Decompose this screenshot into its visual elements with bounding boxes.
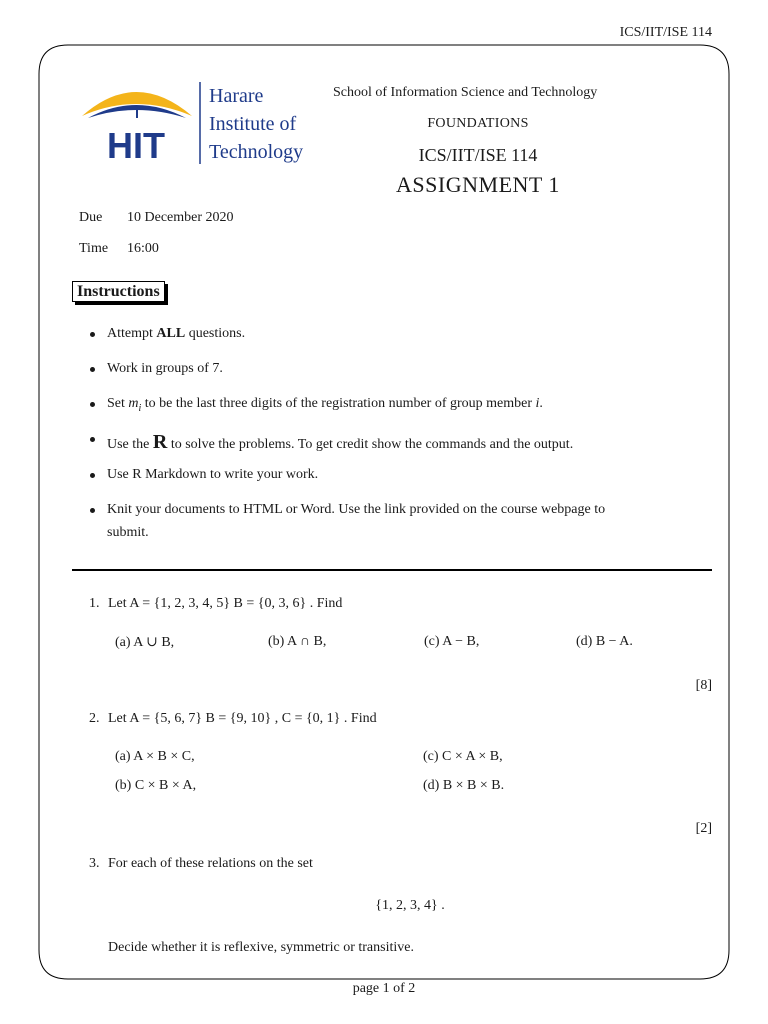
time-label: Time xyxy=(79,241,109,256)
page-number: page 1 of 2 xyxy=(352,981,416,996)
due-value: 10 December 2020 xyxy=(127,210,234,225)
bullet-icon xyxy=(90,367,95,372)
question-2-marks: [2] xyxy=(695,821,712,836)
bullet-icon xyxy=(90,402,95,407)
instructions-heading: Instructions xyxy=(72,281,165,302)
bullet-icon xyxy=(90,437,95,442)
question-3-number: 3. xyxy=(89,856,100,871)
question-1-stem: Let A = {1, 2, 3, 4, 5} B = {0, 3, 6} . Find xyxy=(108,596,343,611)
question-1-marks: [8] xyxy=(695,678,712,693)
question-2-part-b: (b) C × B × A, xyxy=(115,778,197,793)
logo-abbr: HIT xyxy=(107,125,165,166)
logo-name-line-2: Institute of xyxy=(209,113,297,135)
question-3-followup: Decide whether it is reflexive, symmetric or transitive. xyxy=(108,940,414,955)
time-value: 16:00 xyxy=(127,241,159,256)
school-name: School of Information Science and Technology xyxy=(333,85,598,100)
question-2-number: 2. xyxy=(89,711,100,726)
bullet-icon xyxy=(90,473,95,478)
due-row xyxy=(79,210,234,226)
question-3-stem: For each of these relations on the set xyxy=(108,856,313,871)
header-course-code: ICS/IIT/ISE 114 xyxy=(619,25,712,40)
r-logo-text: R xyxy=(152,431,168,453)
question-1-part-c: (c) A − B, xyxy=(424,634,480,649)
question-1-number: 1. xyxy=(89,596,100,611)
course-name: FOUNDATIONS xyxy=(427,116,529,131)
logo-name-line-1: Harare xyxy=(209,85,264,107)
question-2-part-d: (d) B × B × B. xyxy=(423,778,505,793)
section-divider xyxy=(72,569,712,571)
question-2-part-c: (c) C × A × B, xyxy=(423,749,503,764)
bullet-icon xyxy=(90,508,95,513)
bullet-icon xyxy=(90,332,95,337)
due-label: Due xyxy=(79,210,103,225)
question-1-part-d: (d) B − A. xyxy=(576,634,633,649)
question-2-part-a: (a) A × B × C, xyxy=(115,749,195,764)
question-3-set: {1, 2, 3, 4} . xyxy=(375,898,445,913)
logo-institution-name xyxy=(209,82,303,166)
question-1-part-a: (a) A ∪ B, xyxy=(115,635,175,650)
time-row xyxy=(79,241,159,257)
logo-name-line-3: Technology xyxy=(209,141,304,163)
question-2-stem: Let A = {5, 6, 7} B = {9, 10} , C = {0, 1} . Find xyxy=(108,711,377,726)
course-code: ICS/IIT/ISE 114 xyxy=(418,145,538,165)
assignment-title: ASSIGNMENT 1 xyxy=(396,172,560,197)
question-1-part-b: (b) A ∩ B, xyxy=(268,634,327,649)
